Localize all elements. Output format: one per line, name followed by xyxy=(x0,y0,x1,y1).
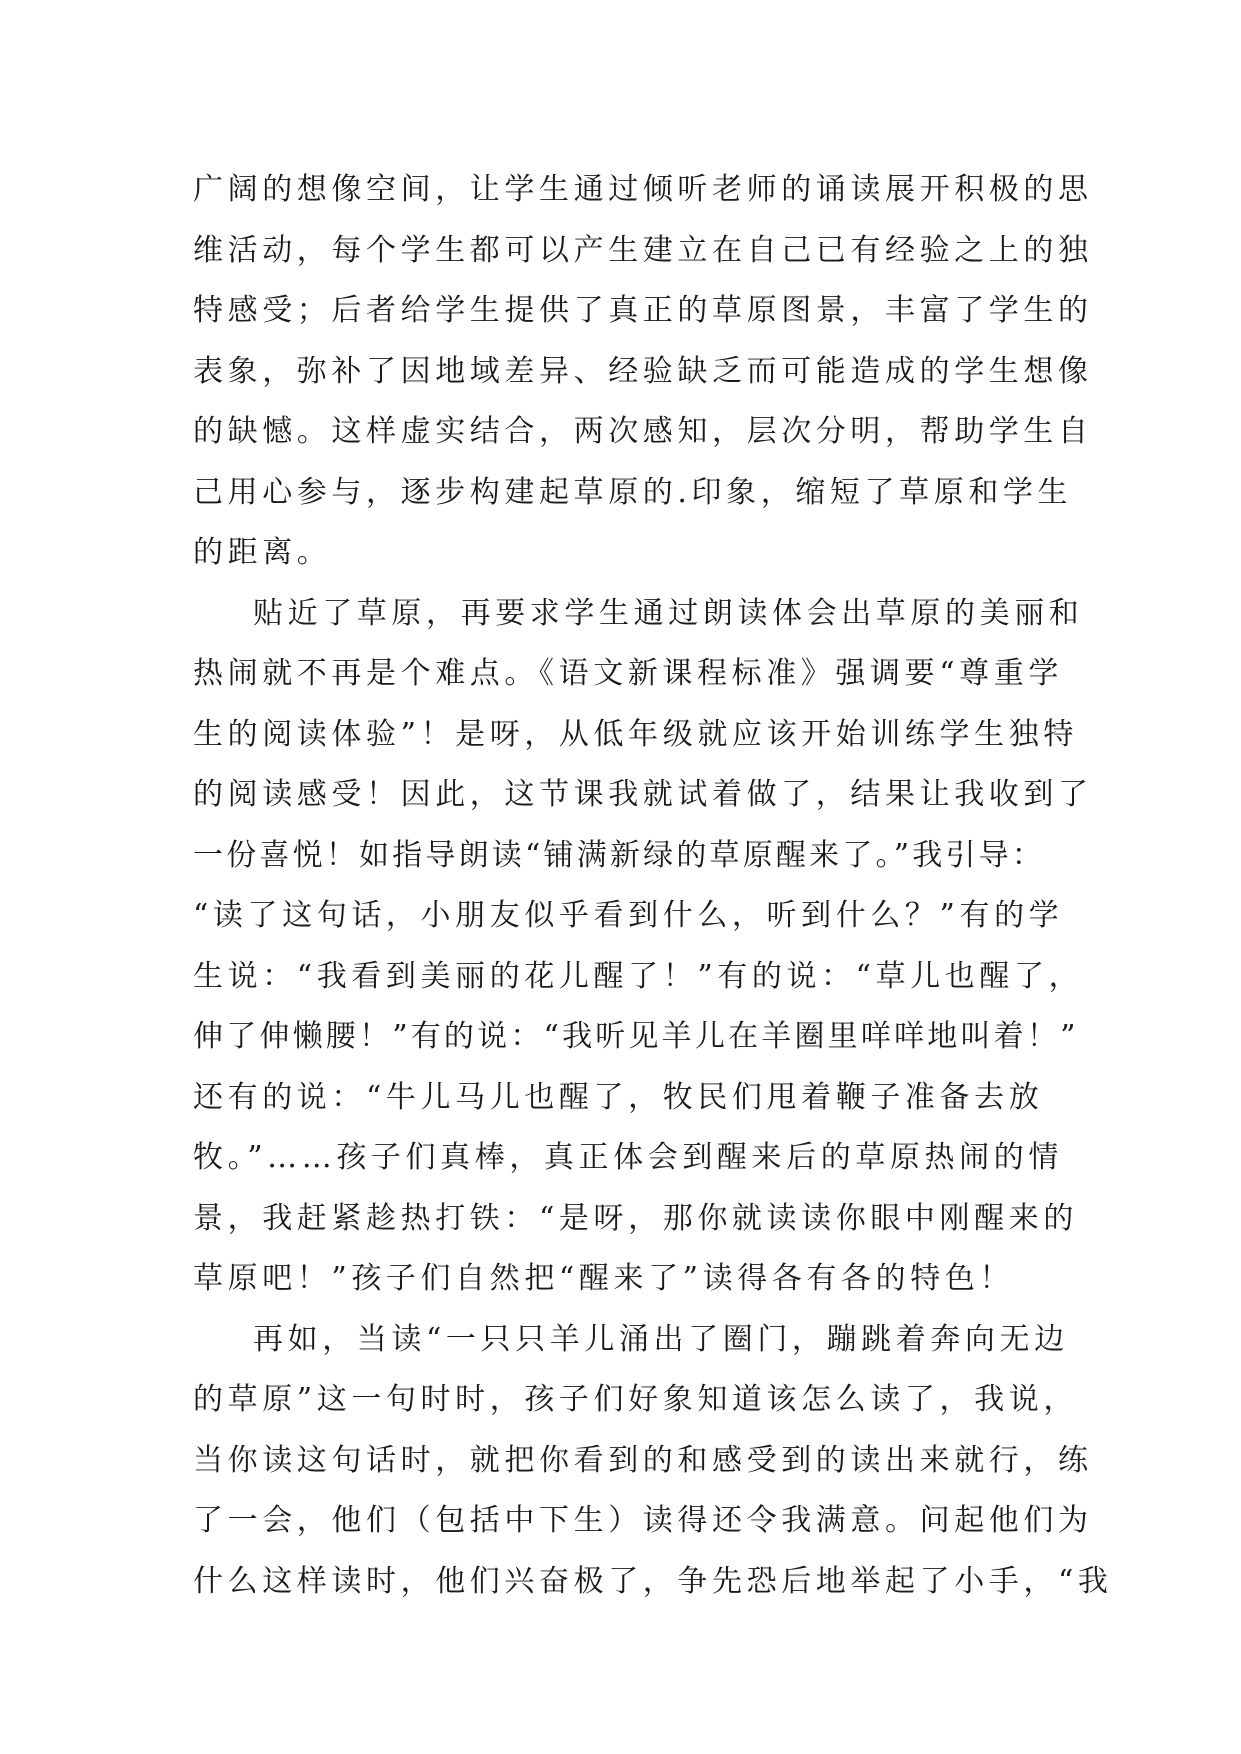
text-line: 什么这样读时，他们兴奋极了，争先恐后地举起了小手，“我 xyxy=(193,1563,1113,1599)
text-line: 维活动，每个学生都可以产生建立在自己已有经验之上的独 xyxy=(193,232,1093,268)
text-line: 了一会，他们（包括中下生）读得还令我满意。问起他们为 xyxy=(193,1503,1093,1538)
body-text xyxy=(193,160,1113,1612)
text-line: 表象，弥补了因地域差异、经验缺乏而可能造成的学生想像 xyxy=(193,353,1093,389)
text-line: 广阔的想像空间，让学生通过倾听老师的诵读展开积极的思 xyxy=(193,172,1093,207)
text-line: 生的阅读体验”！是呀，从低年级就应该开始训练学生独特 xyxy=(193,716,1078,752)
text-line: 特感受；后者给学生提供了真正的草原图景，丰富了学生的 xyxy=(193,293,1093,328)
paragraph-first-line: 贴近了草原，再要求学生通过朗读体会出草原的美丽和 xyxy=(253,595,1084,631)
text-line: 的草原”这一句时时，孩子们好象知道该怎么读了，我说， xyxy=(193,1382,1078,1417)
text-line: 当你读这句话时，就把你看到的和感受到的读出来就行，练 xyxy=(193,1442,1093,1478)
text-line: 景，我赶紧趁热打铁：“是呀，那你就读读你眼中刚醒来的 xyxy=(193,1200,1078,1236)
text-line: 牧。”……孩子们真棒，真正体会到醒来后的草原热闹的情 xyxy=(193,1140,1063,1175)
text-line: “读了这句话，小朋友似乎看到什么，听到什么？”有的学 xyxy=(193,898,1064,933)
text-line: 的距离。 xyxy=(193,535,332,570)
text-line: 草原吧！”孩子们自然把“醒来了”读得各有各的特色！ xyxy=(193,1261,1015,1296)
text-line: 的缺憾。这样虚实结合，两次感知，层次分明，帮助学生自 xyxy=(193,414,1093,449)
text-line: 热闹就不再是个难点。《语文新课程标准》强调要“尊重学 xyxy=(193,656,1063,691)
text-line: 伸了伸懒腰！”有的说：“我听见羊儿在羊圈里咩咩地叫着！” xyxy=(193,1019,1079,1054)
paragraph-first-line: 再如，当读“一只只羊儿涌出了圈门，蹦跳着奔向无边 xyxy=(253,1321,1069,1357)
text-line: 的阅读感受！因此，这节课我就试着做了，结果让我收到了 xyxy=(193,777,1093,812)
text-line: 己用心参与，逐步构建起草原的.印象，缩短了草原和学生 xyxy=(193,474,1073,510)
text-line: 还有的说：“牛儿马儿也醒了，牧民们甩着鞭子准备去放 xyxy=(193,1079,1044,1115)
text-line: 生说：“我看到美丽的花儿醒了！”有的说：“草儿也醒了， xyxy=(193,958,1084,994)
text-line: 一份喜悦！如指导朗读“铺满新绿的草原醒来了。”我引导： xyxy=(193,837,1046,873)
